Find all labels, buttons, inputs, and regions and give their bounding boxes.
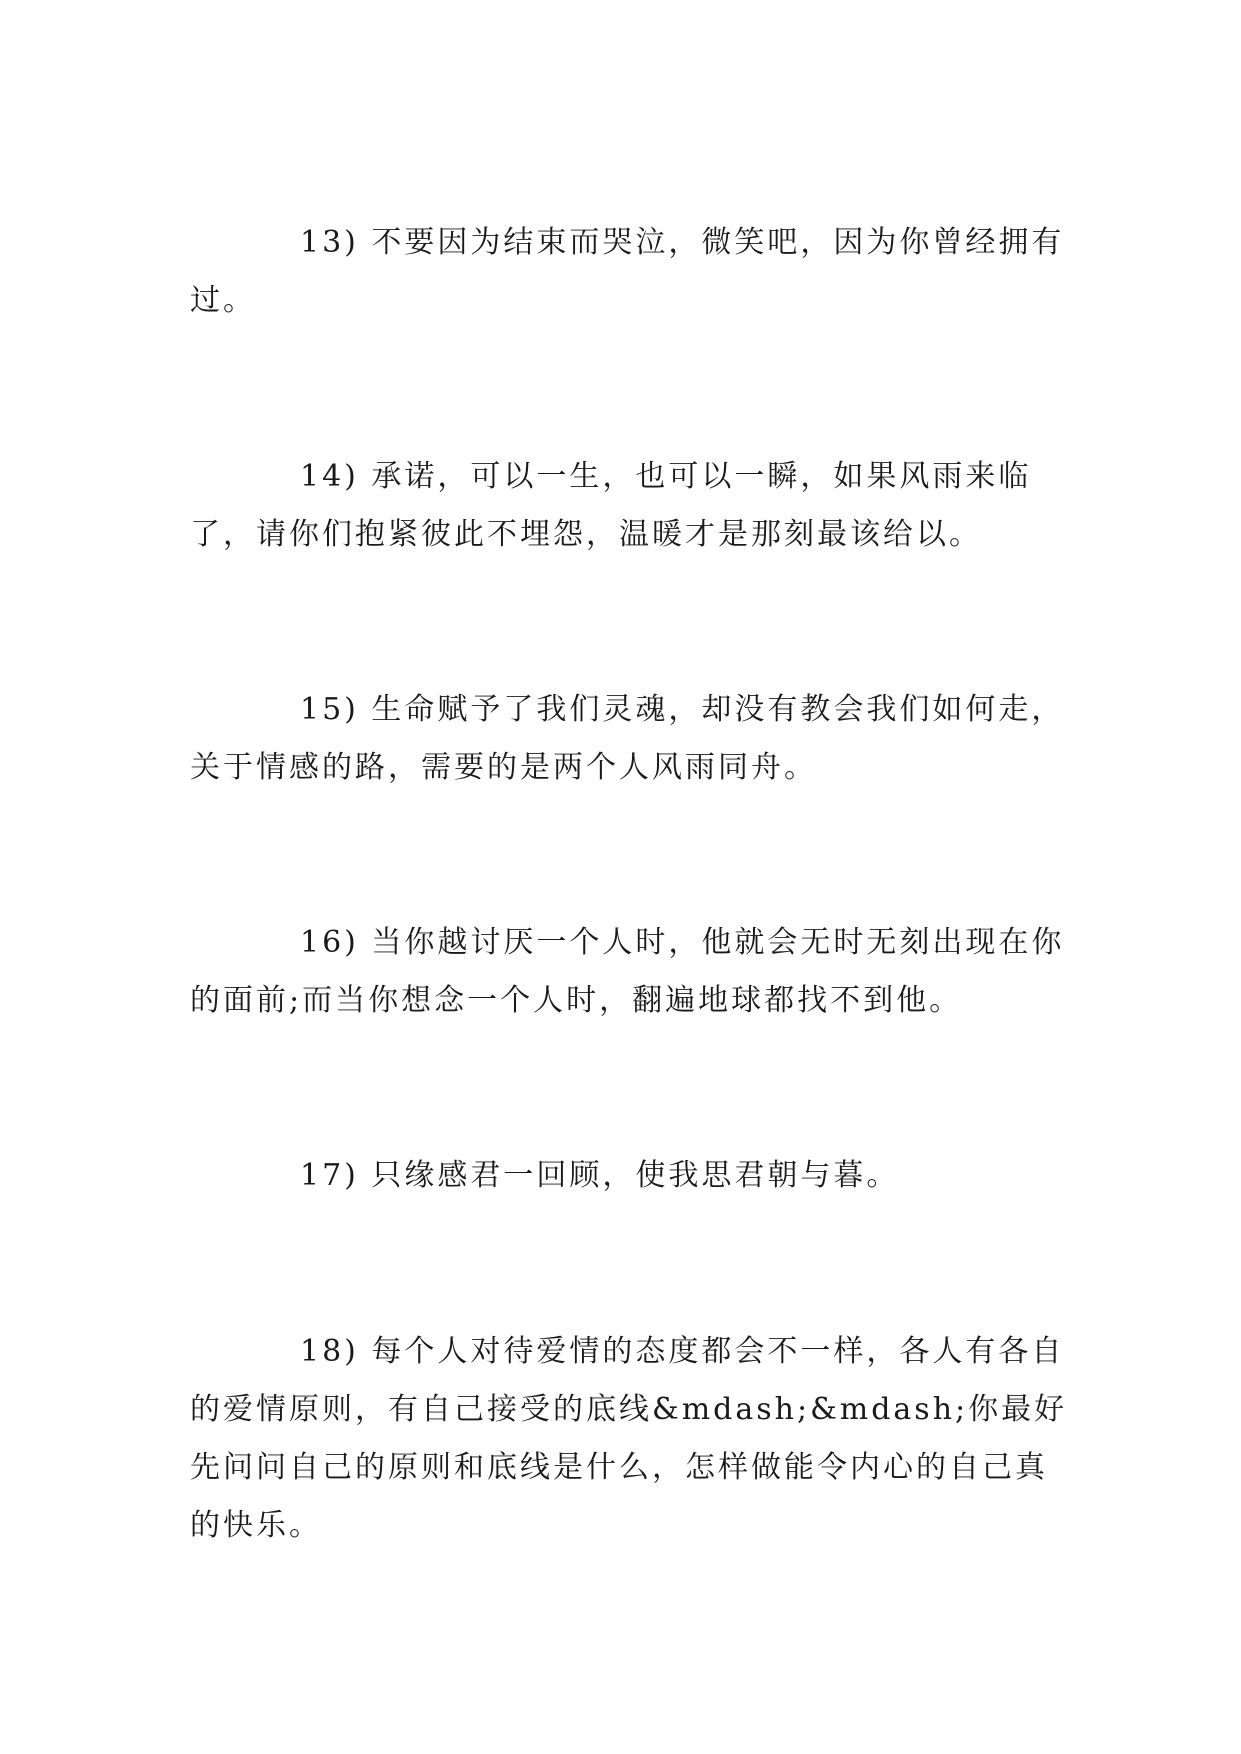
paragraph-14: 14) 承诺，可以一生，也可以一瞬，如果风雨来临了，请你们抱紧彼此不埋怨，温暖才是那刻最该给以。 (190, 459, 1032, 552)
paragraph-16: 16) 当你越讨厌一个人时，他就会无时无刻出现在你的面前;而当你想念一个人时，翻遍地球都找不到他。 (190, 925, 1065, 1018)
paragraph-13: 13) 不要因为结束而哭泣，微笑吧，因为你曾经拥有过。 (190, 225, 1065, 318)
paragraph-17: 17) 只缘感君一回顾，使我思君朝与暮。 (300, 1158, 900, 1193)
paragraph-15: 15) 生命赋予了我们灵魂，却没有教会我们如何走，关于情感的路，需要的是两个人风雨同舟。 (190, 692, 1065, 785)
paragraph-18: 18) 每个人对待爱情的态度都会不一样，各人有各自的爱情原则，有自己接受的底线&mdash;&mdash;你最好先问问自己的原则和底线是什么，怎样做能令内心的自己真的快乐。 (190, 1334, 1068, 1543)
